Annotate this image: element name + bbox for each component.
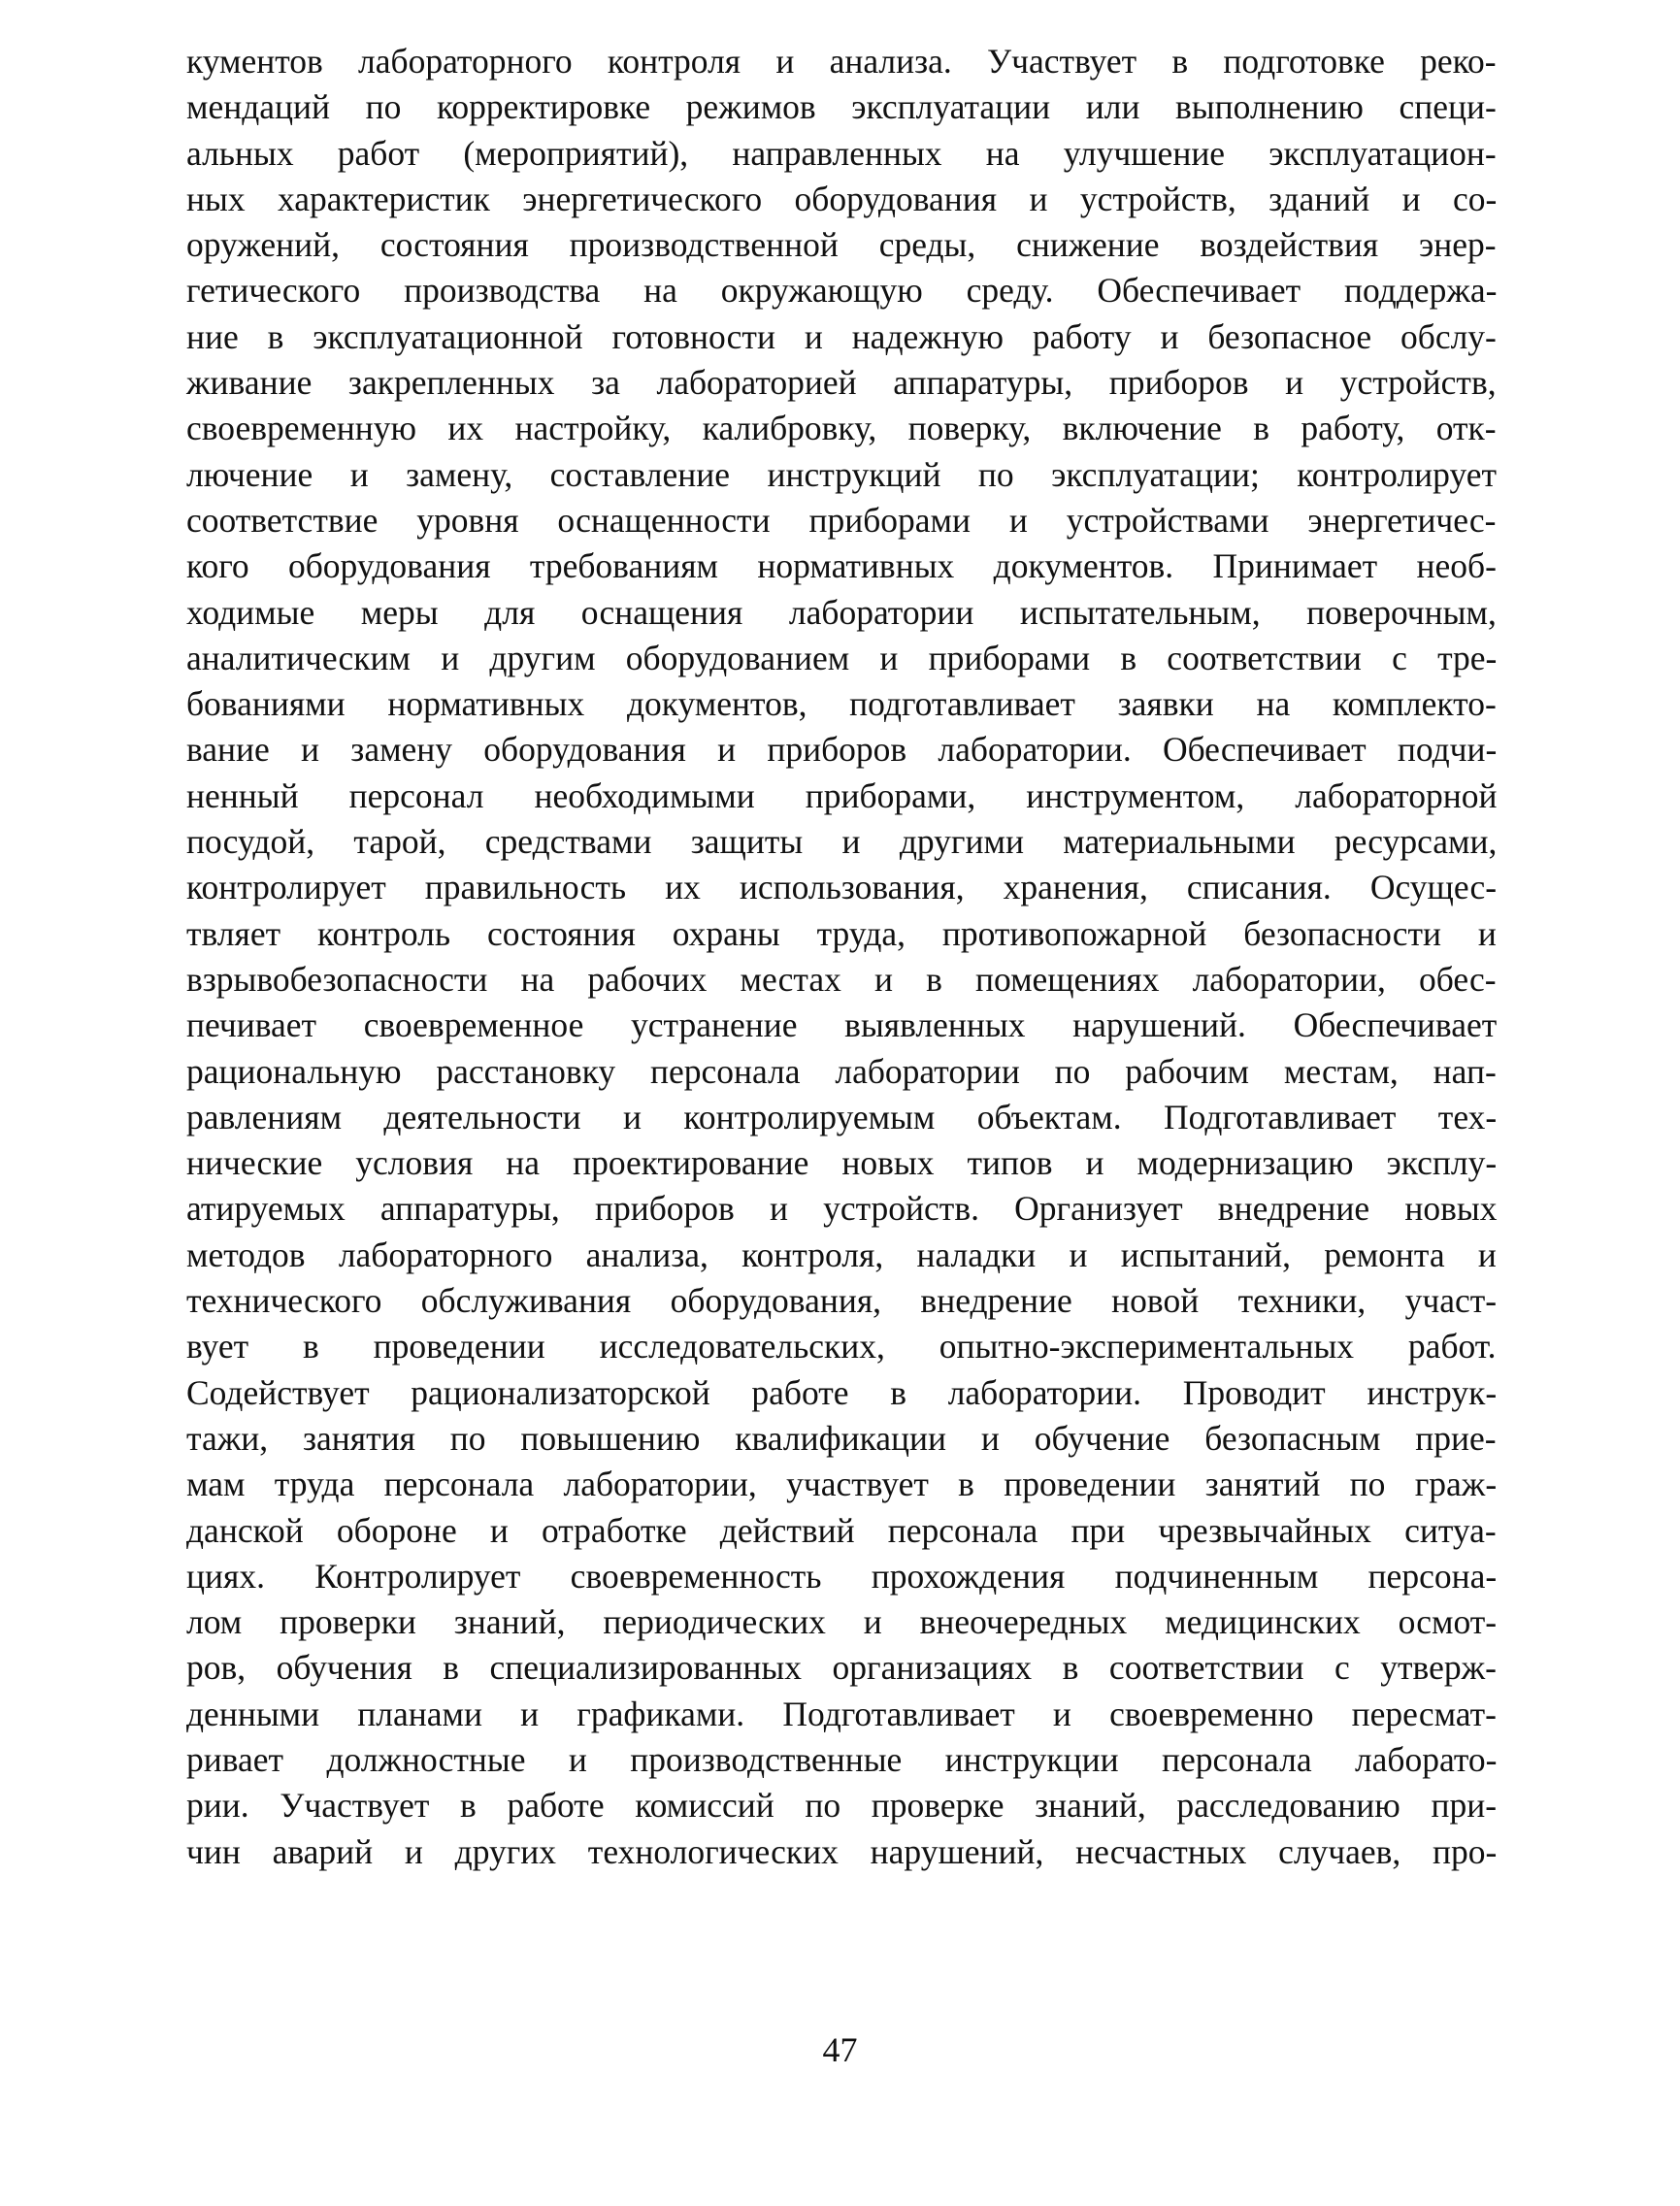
text-line: лом проверки знаний, периодических и внеочередных медицинских осмот-	[186, 1602, 1498, 1642]
text-line: бованиями нормативных документов, подготавливает заявки на комплекто-	[186, 684, 1497, 724]
text-line: атируемых аппаратуры, приборов и устройств. Организует внедрение новых	[186, 1189, 1498, 1229]
text-line: технического обслуживания оборудования, внедрение новой техники, участ-	[186, 1281, 1498, 1321]
text-line: посудой, тарой, средствами защиты и другими материальными ресурсами,	[186, 822, 1498, 862]
text-line: ние в эксплуатационной готовности и надежную работу и безопасное обслу-	[186, 316, 1497, 356]
text-line: равлениям деятельности и контролируемым объектам. Подготавливает тех-	[186, 1097, 1498, 1136]
text-line: гетического производства на окружающую среду. Обеспечивает поддержа-	[186, 271, 1498, 311]
text-line: своевременную их настройку, калибровку, поверку, включение в работу, отк-	[186, 409, 1497, 448]
text-line: ненный персонал необходимыми приборами, инструментом, лабораторной	[186, 775, 1498, 815]
text-line: нические условия на проектирование новых типов и модернизацию эксплу-	[186, 1143, 1498, 1183]
text-line: рии. Участвует в работе комиссий по проверке знаний, расследованию при-	[186, 1786, 1498, 1826]
text-line: циях. Контролирует своевременность прохождения подчиненным персона-	[186, 1556, 1498, 1596]
text-line: оружений, состояния производственной среды, снижение воздействия энер-	[186, 225, 1497, 265]
text-line: контролирует правильность их использования, хранения, списания. Осущес-	[186, 868, 1498, 907]
text-line: кументов лабораторного контроля и анализа. Участвует в подготовке реко-	[186, 42, 1497, 81]
text-line: живание закрепленных за лабораторией аппаратуры, приборов и устройств,	[186, 363, 1497, 403]
text-line: аналитическим и другим оборудованием и приборами в соответствии с тре-	[186, 638, 1498, 677]
text-line: мам труда персонала лаборатории, участвует в проведении занятий по граж-	[186, 1465, 1498, 1504]
body-text	[186, 39, 1497, 1875]
text-line: соответствие уровня оснащенности приборами и устройствами энергетичес-	[186, 500, 1497, 540]
page-number: 47	[822, 2030, 858, 2069]
text-line: вует в проведении исследовательских, опытно-экспериментальных работ.	[186, 1327, 1497, 1366]
text-line: печивает своевременное устранение выявленных нарушений. Обеспечивает	[186, 1005, 1498, 1045]
text-line: чин аварий и других технологических нарушений, несчастных случаев, про-	[186, 1831, 1498, 1871]
text-line: данской обороне и отработке действий персонала при чрезвычайных ситуа-	[186, 1510, 1497, 1550]
text-line: твляет контроль состояния охраны труда, противопожарной безопасности и	[186, 913, 1497, 953]
text-line: альных работ (мероприятий), направленных на улучшение эксплуатацион-	[186, 133, 1497, 173]
text-line: тажи, занятия по повышению квалификации и обучение безопасным прие-	[186, 1418, 1497, 1458]
text-line: мендаций по корректировке режимов эксплуатации или выполнению специ-	[186, 87, 1497, 127]
text-line: ров, обучения в специализированных организациях в соответствии с утверж-	[186, 1648, 1497, 1688]
text-line: ходимые меры для оснащения лаборатории испытательным, поверочным,	[186, 592, 1497, 632]
text-line: денными планами и графиками. Подготавливает и своевременно пересмат-	[186, 1694, 1497, 1733]
text-line: методов лабораторного анализа, контроля, наладки и испытаний, ремонта и	[186, 1235, 1497, 1274]
text-line: Содействует рационализаторской работе в лаборатории. Проводит инструк-	[186, 1372, 1498, 1412]
text-line: рациональную расстановку персонала лаборатории по рабочим местам, нап-	[186, 1051, 1497, 1091]
text-line: взрывобезопасности на рабочих местах и в помещениях лаборатории, обес-	[186, 959, 1497, 999]
text-line: ных характеристик энергетического оборудования и устройств, зданий и со-	[186, 179, 1498, 218]
text-line: вание и замену оборудования и приборов лаборатории. Обеспечивает подчи-	[186, 730, 1498, 770]
text-line: лючение и замену, составление инструкций по эксплуатации; контролирует	[186, 454, 1498, 494]
text-line: кого оборудования требованиям нормативных документов. Принимает необ-	[186, 546, 1497, 586]
text-line: ривает должностные и производственные инструкции персонала лаборато-	[186, 1739, 1498, 1779]
